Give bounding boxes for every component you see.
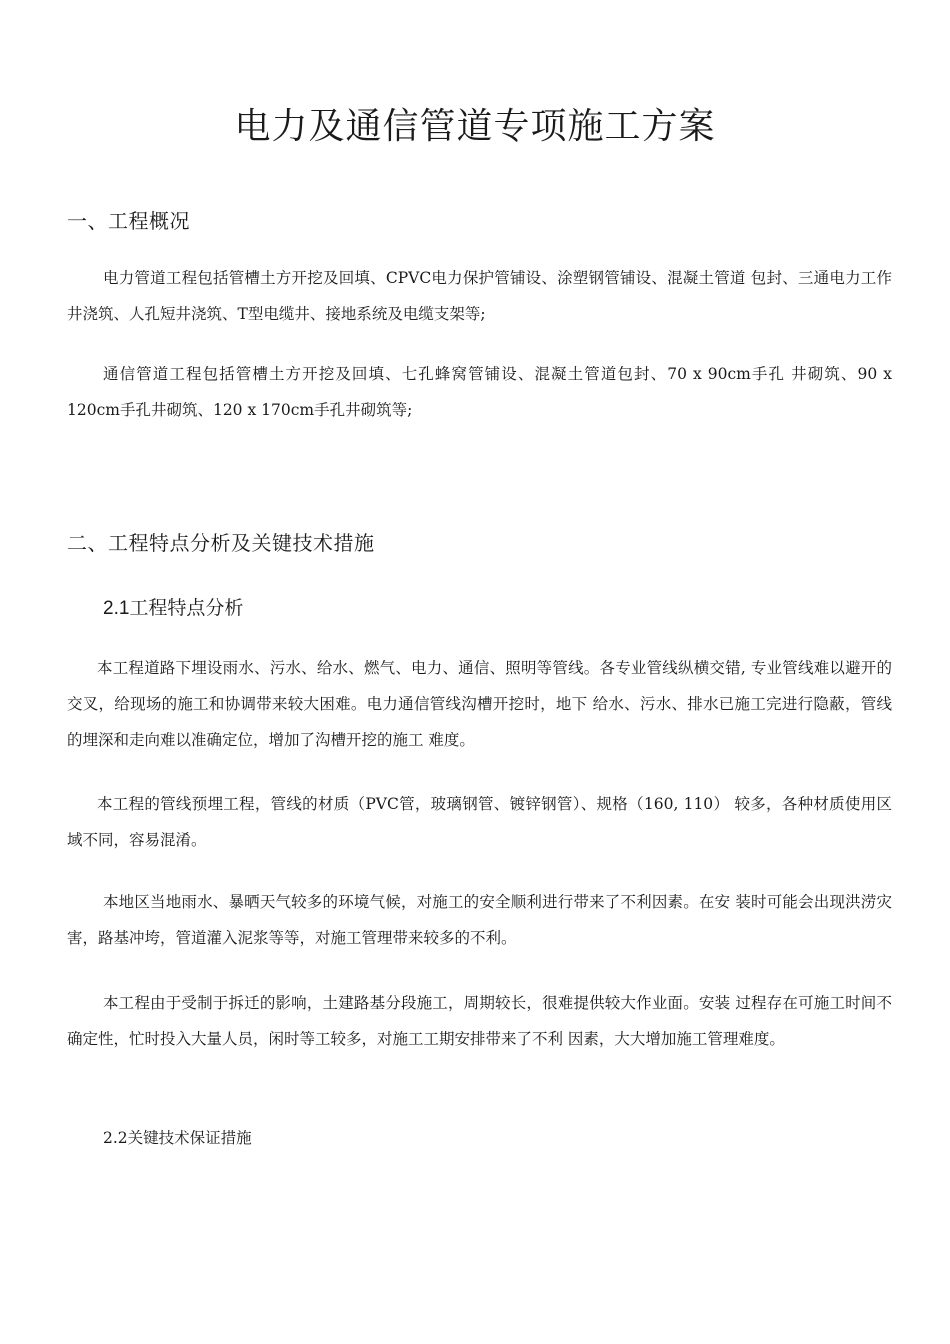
subsection-number: 2.1 [103,598,130,619]
subsection-heading-analysis [103,593,243,620]
document-title: 电力及通信管道专项施工方案 [234,106,716,147]
paragraph-analysis-2: 本工程的管线预埋工程，管线的材质（PVC管，玻璃钢管、镀锌钢管）、规格（160, 110） 较多，各种材质使用区域不同，容易混淆。 [67,795,892,849]
paragraph-telecom-pipeline: 通信管道工程包括管槽土方开挖及回填、七孔蜂窝管铺设、混凝土管道包封、70 x 90cm手孔 井砌筑、90 x 120cm手孔井砌筑、120 x 170cm手孔井砌筑等; [67,365,892,419]
subsection-heading-measures: 2.2关键技术保证措施 [103,1129,252,1147]
subsection-title: 工程特点分析 [129,597,244,619]
section-heading-characteristics: 二、工程特点分析及关键技术措施 [67,531,375,555]
paragraph-power-pipeline: 电力管道工程包括管槽土方开挖及回填、CPVC电力保护管铺设、涂塑钢管铺设、混凝土管道 包封、三通电力工作井浇筑、人孔短井浇筑、T型电缆井、接地系统及电缆支架等; [67,269,892,323]
paragraph-analysis-1: 本工程道路下埋设雨水、污水、给水、燃气、电力、通信、照明等管线。各专业管线纵横交错, 专业管线难以避开的交叉，给现场的施工和协调带来较大困难。电力通信管线沟槽开挖时，地下 给水、污水、排水已施工完进行隐蔽，管线的埋深和走向难以准确定位，增加了沟槽开挖的施工 难度。 [67,659,892,749]
section-heading-overview: 一、工程概况 [67,209,190,233]
paragraph-analysis-3: 本地区当地雨水、暴晒天气较多的环境气候，对施工的安全顺利进行带来了不利因素。在安 装时可能会出现洪涝灾害，路基冲垮，管道灌入泥浆等等，对施工管理带来较多的不利。 [67,893,892,947]
paragraph-analysis-4: 本工程由于受制于拆迁的影响，土建路基分段施工，周期较长，很难提供较大作业面。安装 过程存在可施工时间不确定性，忙时投入大量人员，闲时等工较多，对施工工期安排带来了不利 因素，大大增加施工管理难度。 [67,994,892,1048]
